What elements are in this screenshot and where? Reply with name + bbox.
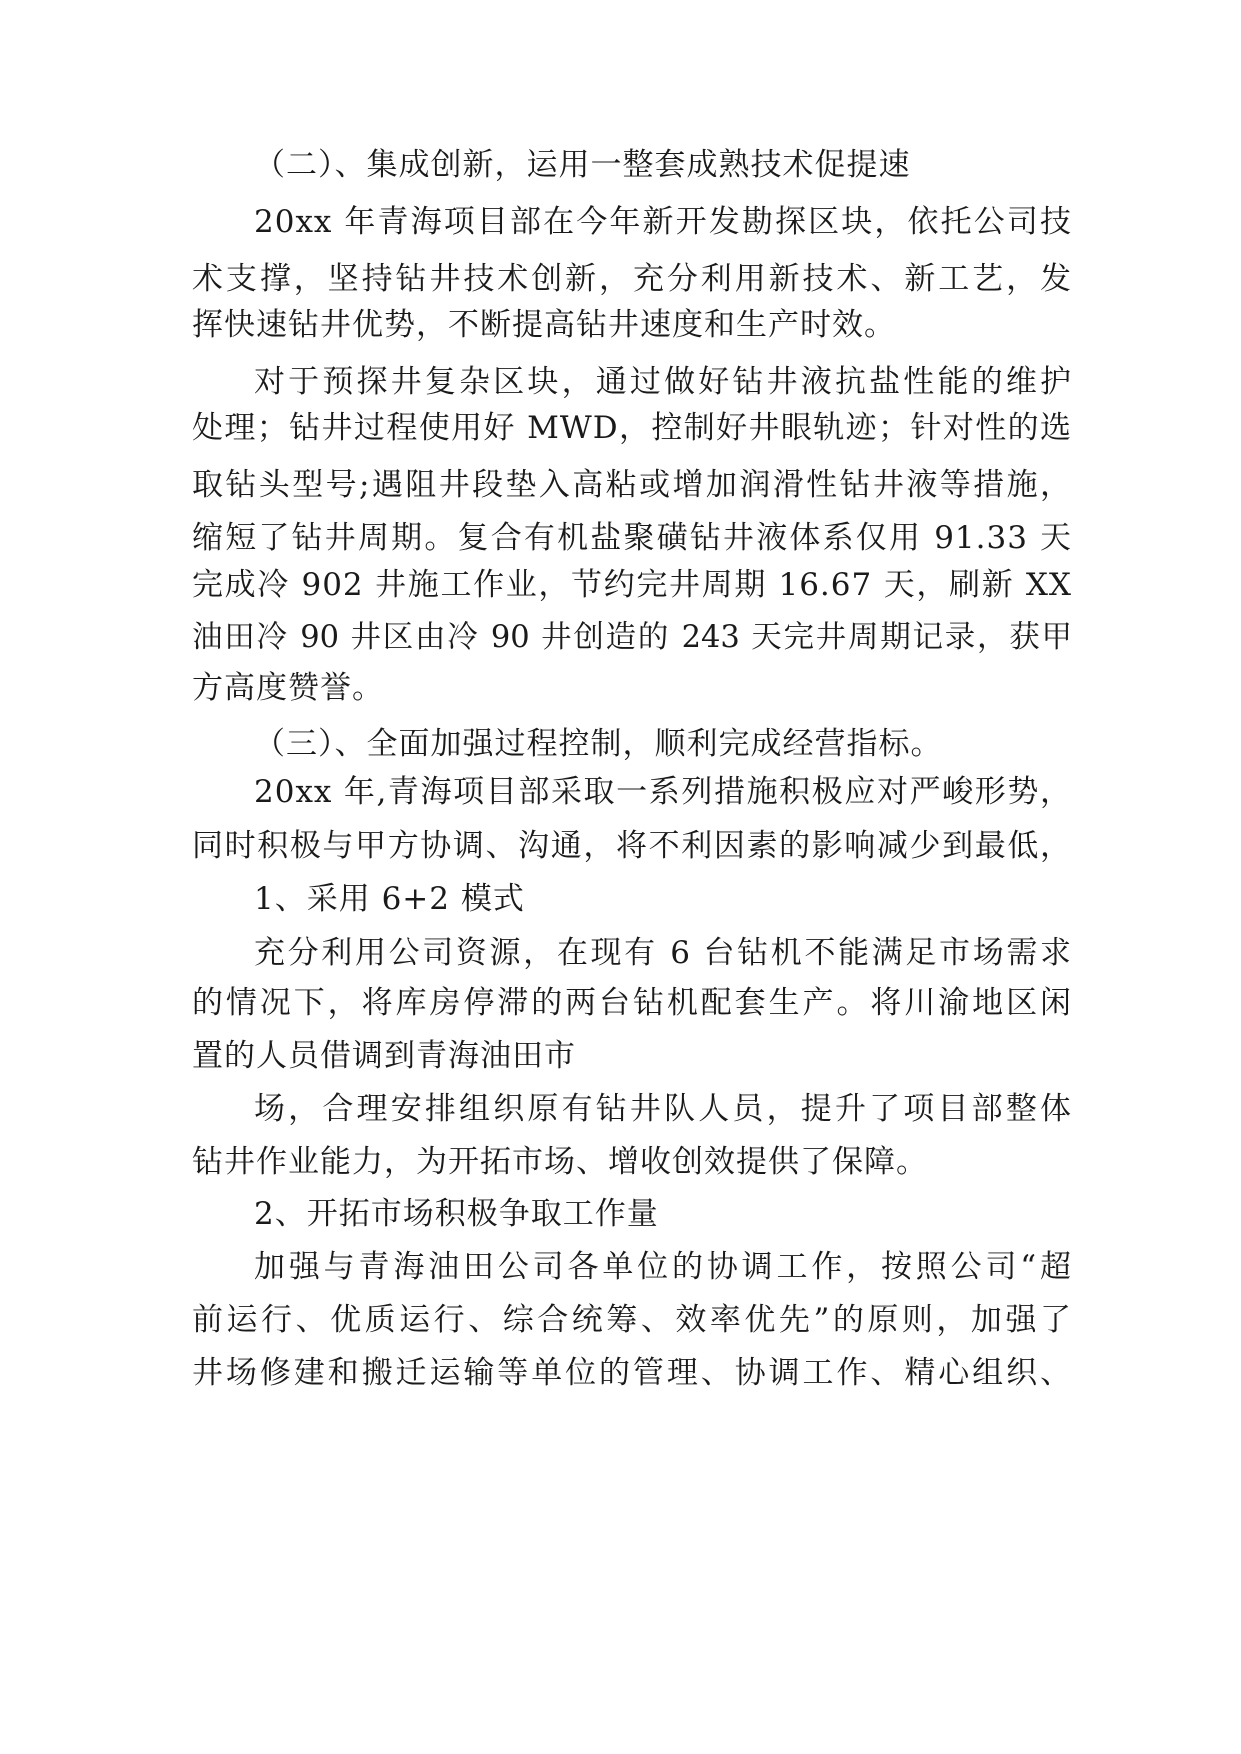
- paragraph-line: 井场修建和搬迁运输等单位的管理、协调工作、精心组织、: [192, 1355, 1072, 1391]
- paragraph-line: 缩短了钻井周期。复合有机盐聚磺钻井液体系仅用 91.33 天: [192, 520, 1072, 556]
- paragraph-line: 术支撑，坚持钻井技术创新，充分利用新技术、新工艺，发: [192, 261, 1072, 297]
- paragraph-line: 完成冷 902 井施工作业，节约完井周期 16.67 天，刷新 XX: [192, 567, 1072, 603]
- paragraph-line: 的情况下，将库房停滞的两台钻机配套生产。将川渝地区闲: [192, 985, 1072, 1021]
- section-heading-3: （三）、全面加强过程控制，顺利完成经营指标。: [254, 726, 943, 762]
- paragraph-line: 场，合理安排组织原有钻井队人员，提升了项目部整体: [254, 1091, 1072, 1127]
- paragraph-line: 钻井作业能力，为开拓市场、增收创效提供了保障。: [192, 1144, 928, 1180]
- paragraph-line: 前运行、优质运行、综合统筹、效率优先”的原则，加强了: [192, 1302, 1072, 1338]
- paragraph-line: 取钻头型号;遇阻井段垫入高粘或增加润滑性钻井液等措施，: [192, 467, 1072, 503]
- paragraph-line: 20xx 年青海项目部在今年新开发勘探区块，依托公司技: [254, 204, 1072, 240]
- paragraph-line: 处理；钻井过程使用好 MWD，控制好井眼轨迹；针对性的选: [192, 410, 1072, 446]
- subsection-heading-2: 2、开拓市场积极争取工作量: [254, 1196, 659, 1232]
- paragraph-line: 20xx 年,青海项目部采取一系列措施积极应对严峻形势，: [254, 774, 1072, 810]
- paragraph-line: 对于预探井复杂区块，通过做好钻井液抗盐性能的维护: [254, 364, 1072, 400]
- paragraph-line: 充分利用公司资源，在现有 6 台钻机不能满足市场需求: [254, 935, 1072, 971]
- paragraph-line: 挥快速钻井优势，不断提高钻井速度和生产时效。: [192, 307, 896, 343]
- paragraph-line: 置的人员借调到青海油田市: [192, 1038, 576, 1074]
- paragraph-line: 加强与青海油田公司各单位的协调工作，按照公司“超: [254, 1249, 1072, 1285]
- paragraph-line: 油田冷 90 井区由冷 90 井创造的 243 天完井周期记录，获甲: [192, 620, 1072, 655]
- section-heading-2: （二）、集成创新，运用一整套成熟技术促提速: [254, 147, 911, 183]
- paragraph-line: 方高度赞誉。: [192, 670, 384, 706]
- paragraph-line: 同时积极与甲方协调、沟通，将不利因素的影响减少到最低，: [192, 828, 1072, 864]
- subsection-heading-1: 1、采用 6+2 模式: [254, 881, 525, 917]
